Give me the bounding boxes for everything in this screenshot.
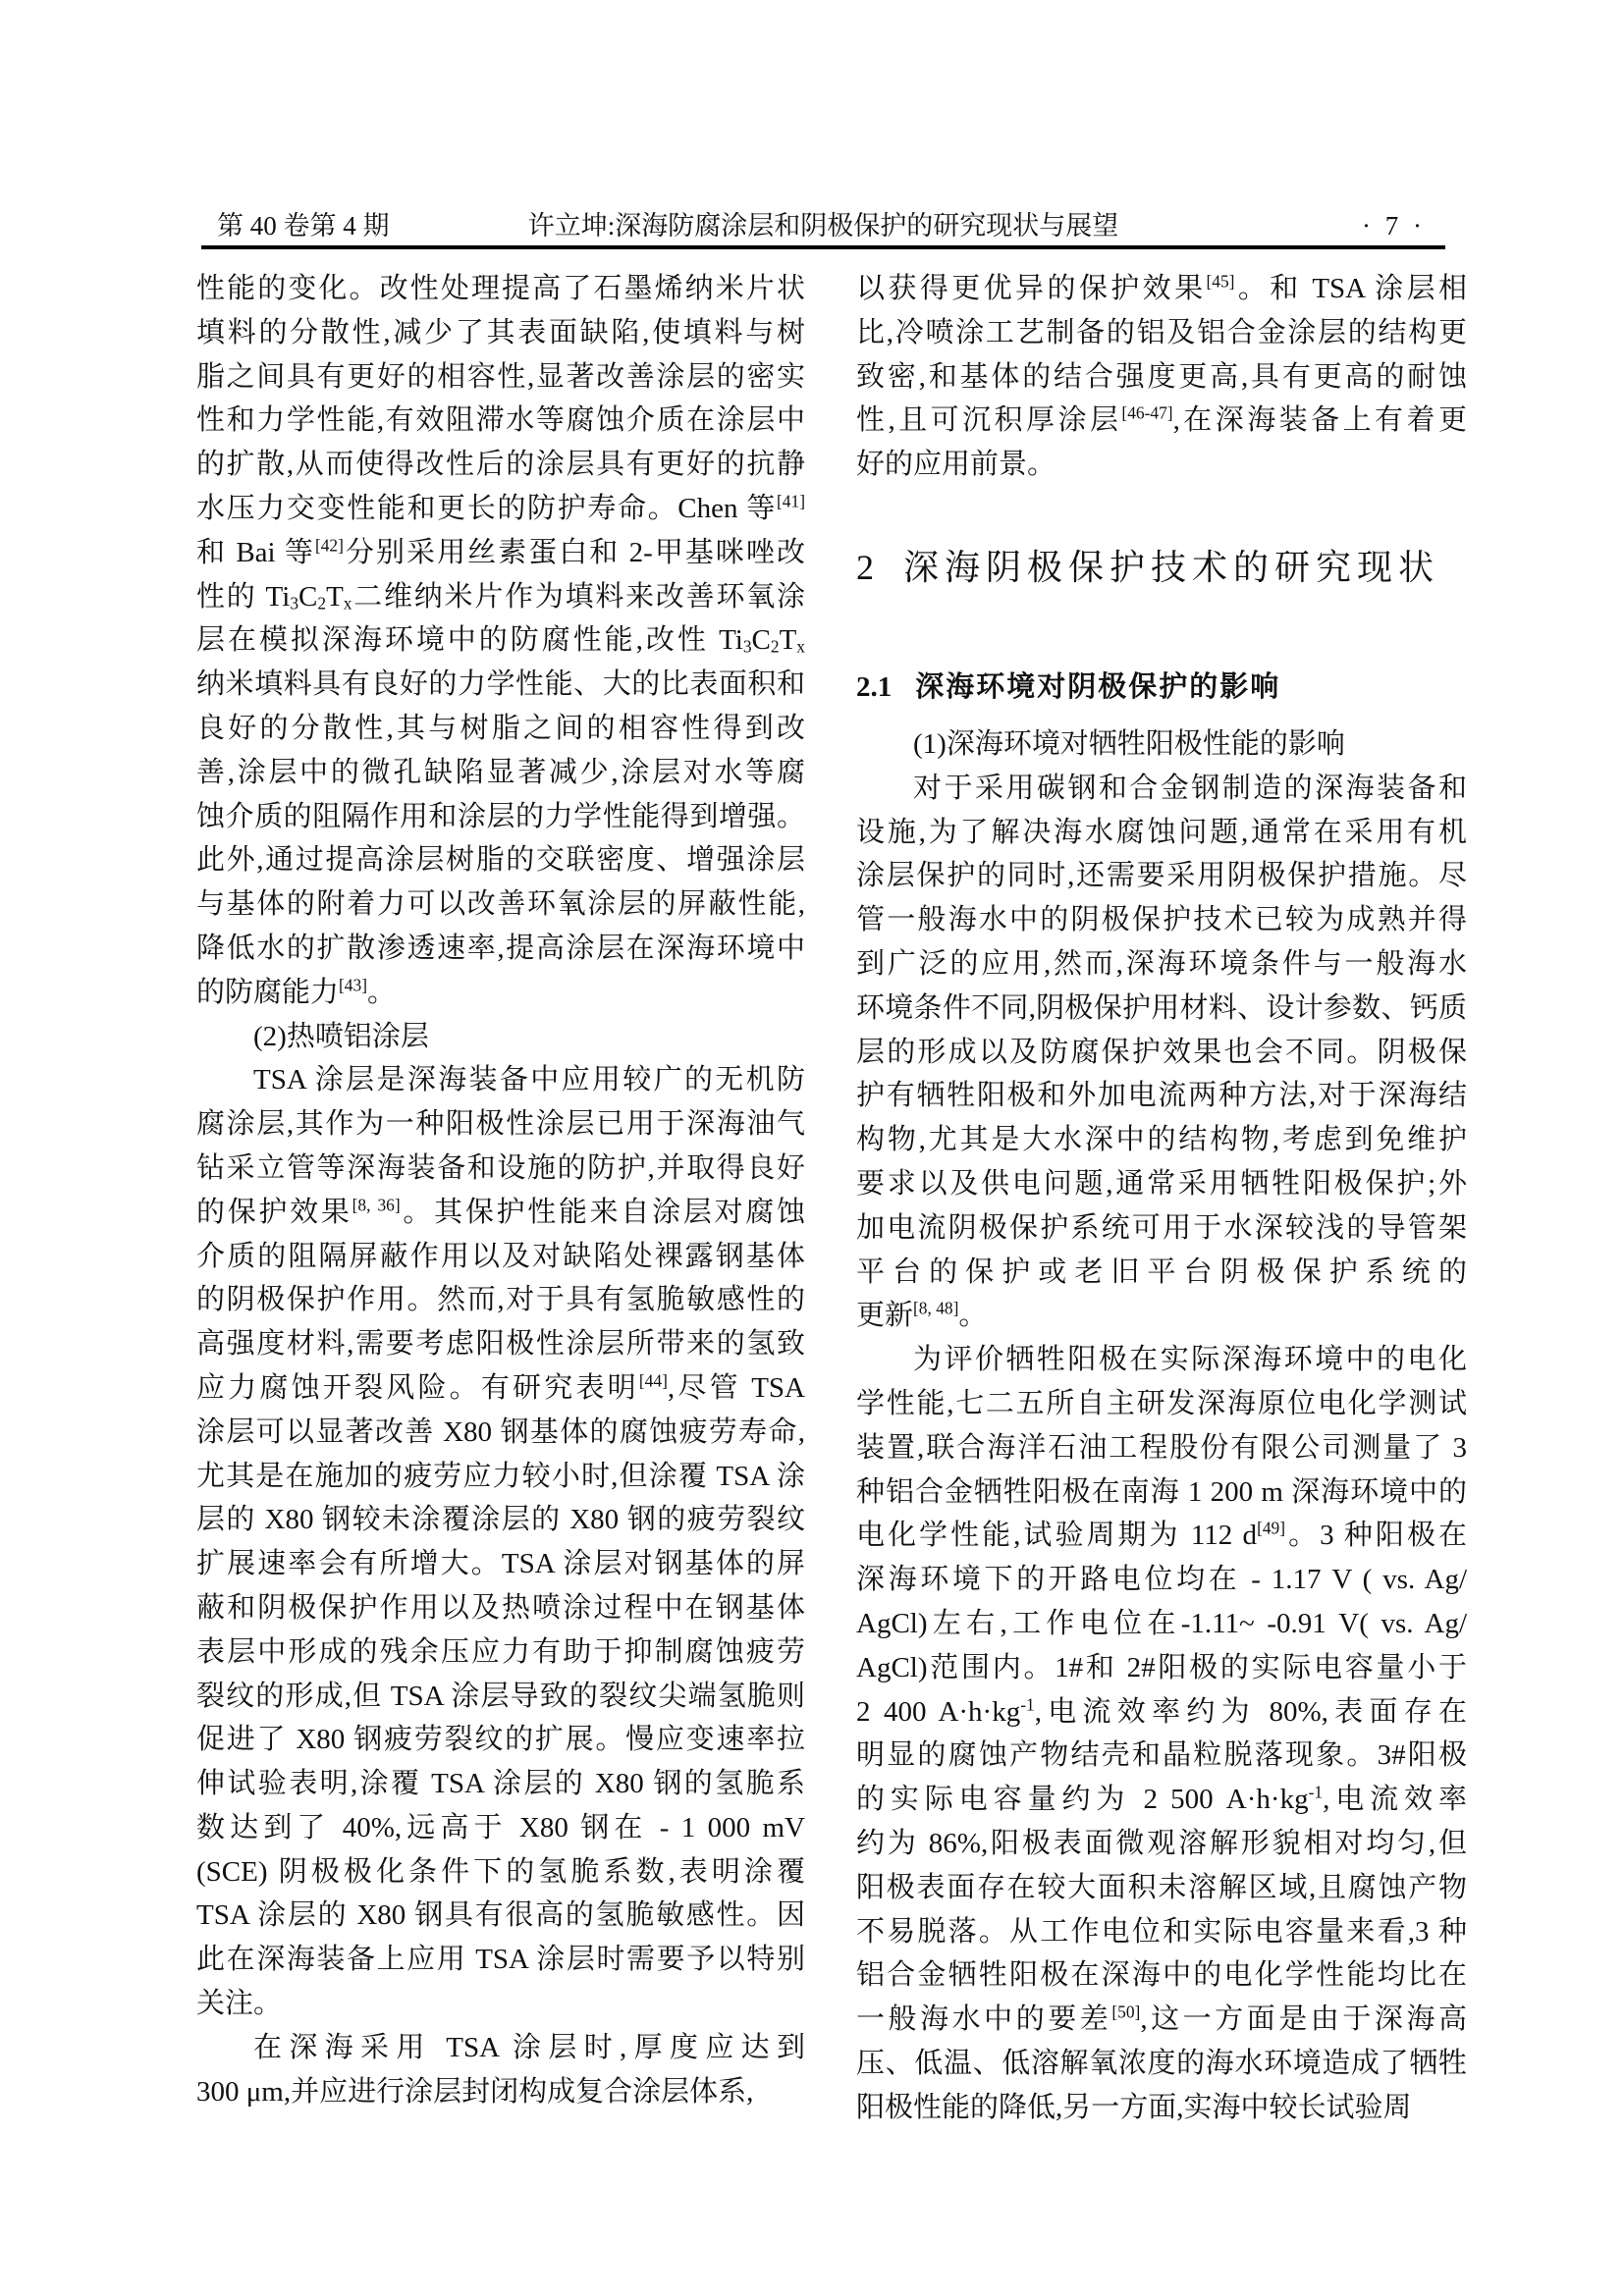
right-column bbox=[856, 267, 1467, 2129]
text-line: 良好的分散性,其与树脂之间的相容性得到改 bbox=[196, 712, 805, 744]
text-line: 数达到了 40%,远高于 X80 钢在 - 1 000 mV bbox=[196, 1811, 805, 1843]
text-line: 与基体的附着力可以改善环氧涂层的屏蔽性能, bbox=[196, 888, 805, 921]
section-heading bbox=[856, 542, 1467, 593]
text-line: 表层中形成的残余压应力有助于抑制腐蚀疲劳 bbox=[196, 1635, 805, 1668]
text-line: 此在深海装备上应用 TSA 涂层时需要予以特别 bbox=[196, 1944, 805, 1976]
text-line: 介质的阻隔屏蔽作用以及对缺陷处裸露钢基体 bbox=[196, 1240, 805, 1272]
section-number: 2 bbox=[856, 547, 874, 587]
text-line: 的阴极保护作用。然而,对于具有氢脆敏感性的 bbox=[196, 1284, 805, 1316]
text-line: 阳极性能的降低,另一方面,实海中较长试验周 bbox=[856, 2091, 1412, 2123]
text-line: 明显的腐蚀产物结壳和晶粒脱落现象。3#阳极 bbox=[856, 1739, 1467, 1772]
text-line: 层的形成以及防腐保护效果也会不同。阴极保 bbox=[856, 1036, 1467, 1068]
left-column-text bbox=[196, 267, 805, 2113]
text-line: 2 400 $A\cdot h\cdot kg^{-1}$,电流效率约为 80%,表面存在 bbox=[856, 1694, 1467, 1728]
subsection-title: 深海环境对阴极保护的影响 bbox=[915, 670, 1281, 703]
text-line: 一般海水中的要差[50],这一方面是由于深海高 bbox=[856, 2002, 1467, 2036]
text-line: 高强度材料,需要考虑阳极性涂层所带来的氢致 bbox=[196, 1328, 805, 1361]
subsection-heading bbox=[856, 666, 1467, 709]
text-line: 种铝合金牺牲阳极在南海 1 200 m 深海环境中的 bbox=[856, 1475, 1467, 1508]
text-line: 约为 86%,阳极表面微观溶解形貌相对均匀,但 bbox=[856, 1827, 1467, 1859]
text-line: 铝合金牺牲阳极在深海中的电化学性能均比在 bbox=[856, 1959, 1467, 1992]
text-line: 以获得更优异的保护效果[45]。和 TSA 涂层相 bbox=[856, 271, 1467, 304]
text-line: 到广泛的应用,然而,深海环境条件与一般海水 bbox=[856, 947, 1467, 980]
text-line: 比,冷喷涂工艺制备的铝及铝合金涂层的结构更 bbox=[856, 316, 1467, 348]
text-line: TSA 涂层是深海装备中应用较广的无机防 bbox=[253, 1064, 805, 1096]
text-line: 性能的变化。改性处理提高了石墨烯纳米片状 bbox=[196, 273, 805, 304]
right-column-intro bbox=[856, 267, 1467, 487]
text-line: 伸试验表明,涂覆 TSA 涂层的 X80 钢的氢脆系 bbox=[196, 1768, 805, 1800]
text-line: 装置,联合海洋石油工程股份有限公司测量了 3 bbox=[856, 1431, 1467, 1464]
text-line: 性和力学性能,有效阻滞水等腐蚀介质在涂层中 bbox=[196, 404, 805, 437]
text-line: 对于采用碳钢和合金钢制造的深海装备和 bbox=[913, 772, 1467, 804]
text-line: 学性能,七二五所自主研发深海原位电化学测试 bbox=[856, 1387, 1467, 1419]
text-line: 管一般海水中的阴极保护技术已较为成熟并得 bbox=[856, 904, 1467, 936]
text-line: 和 Bai 等[42]分别采用丝素蛋白和 2-甲基咪唑改 bbox=[196, 535, 805, 568]
text-line: 设施,为了解决海水腐蚀问题,通常在采用有机 bbox=[856, 816, 1467, 848]
text-line: 尤其是在施加的疲劳应力较小时,但涂覆 TSA 涂 bbox=[196, 1460, 805, 1492]
text-line: 平台的保护或老旧平台阴极保护系统的 bbox=[856, 1255, 1467, 1288]
text-line: 涂层保护的同时,还需要采用阴极保护措施。尽 bbox=[856, 860, 1467, 892]
text-line: 填料的分散性,减少了其表面缺陷,使填料与树 bbox=[196, 316, 805, 348]
text-line: 层在模拟深海环境中的防腐性能,改性 $Ti_3C_2T_x$ bbox=[196, 624, 805, 657]
text-line: (SCE) 阴极极化条件下的氢脆系数,表明涂覆 bbox=[196, 1855, 805, 1888]
text-line: 为评价牺牲阳极在实际深海环境中的电化 bbox=[913, 1344, 1467, 1376]
text-line: 性的 $Ti_3C_2T_x$二维纳米片作为填料来改善环氧涂 bbox=[196, 580, 805, 614]
text-line: 阳极表面存在较大面积未溶解区域,且腐蚀产物 bbox=[856, 1871, 1467, 1903]
text-line: 好的应用前景。 bbox=[856, 449, 1056, 481]
text-line: 性,且可沉积厚涂层[46-47],在深海装备上有着更 bbox=[856, 402, 1467, 437]
text-line: 压、低温、低溶解氧浓度的海水环境造成了牺牲 bbox=[856, 2047, 1467, 2079]
text-line: 致密,和基体的结合强度更高,具有更高的耐蚀 bbox=[856, 360, 1467, 393]
section-title: 深海阴极保护技术的研究现状 bbox=[903, 547, 1440, 587]
text-line: (1)深海环境对牺牲阳极性能的影响 bbox=[913, 727, 1345, 760]
text-line: 钻采立管等深海装备和设施的防护,并取得良好 bbox=[196, 1151, 805, 1184]
header-rule bbox=[201, 245, 1445, 249]
text-line: 降低水的扩散渗透速率,提高涂层在深海环境中 bbox=[196, 932, 805, 964]
text-line: AgCl)范围内。1#和 2#阳极的实际电容量小于 bbox=[856, 1651, 1467, 1683]
text-line: 在深海采用 TSA 涂层时,厚度应达到 bbox=[253, 2031, 805, 2063]
text-line: 不易脱落。从工作电位和实际电容量来看,3 种 bbox=[856, 1915, 1467, 1948]
text-line: 蚀介质的阻隔作用和涂层的力学性能得到增强。 bbox=[196, 800, 805, 832]
text-line: 应力腐蚀开裂风险。有研究表明[44],尽管 TSA bbox=[196, 1370, 805, 1404]
text-line: 扩展速率会有所增大。TSA 涂层对钢基体的屏 bbox=[196, 1548, 805, 1580]
text-line: 要求以及供电问题,通常采用牺牲阳极保护;外 bbox=[856, 1167, 1467, 1200]
text-line: 构物,尤其是大水深中的结构物,考虑到免维护 bbox=[856, 1124, 1467, 1156]
left-column bbox=[196, 267, 805, 2113]
right-column-body bbox=[856, 722, 1467, 2130]
subsection-number: 2.1 bbox=[856, 670, 893, 703]
text-line: 此外,通过提高涂层树脂的交联密度、增强涂层 bbox=[196, 844, 805, 877]
text-line: 蔽和阴极保护作用以及热喷涂过程中在钢基体 bbox=[196, 1591, 805, 1624]
text-line: 涂层可以显著改善 X80 钢基体的腐蚀疲劳寿命, bbox=[196, 1415, 805, 1448]
running-title: 许立坤:深海防腐涂层和阴极保护的研究现状与展望 bbox=[527, 211, 1119, 240]
page-header bbox=[201, 208, 1445, 243]
text-line: 裂纹的形成,但 TSA 涂层导致的裂纹尖端氢脆则 bbox=[196, 1680, 805, 1712]
text-line: (2)热喷铝涂层 bbox=[253, 1020, 429, 1052]
text-line: 更新[8, 48]。 bbox=[856, 1298, 988, 1332]
text-line: 电化学性能,试验周期为 112 d[49]。3 种阳极在 bbox=[856, 1518, 1467, 1552]
text-line: 关注。 bbox=[196, 1988, 283, 2020]
text-line: 脂之间具有更好的相容性,显著改善涂层的密实 bbox=[196, 360, 805, 393]
text-line: 的实际电容量约为 2 500 $A\cdot h\cdot kg^{-1}$,电流效率 bbox=[856, 1782, 1467, 1816]
text-line: 的防腐能力[43]。 bbox=[196, 975, 397, 1008]
text-line: 深海环境下的开路电位均在 - 1.17 V ( vs. Ag/ bbox=[856, 1564, 1467, 1596]
text-line: TSA 涂层的 X80 钢具有很高的氢脆敏感性。因 bbox=[196, 1899, 805, 1932]
text-line: AgCl)左右,工作电位在-1.11~ -0.91 V( vs. Ag/ bbox=[856, 1607, 1467, 1639]
text-line: 加电流阴极保护系统可用于水深较浅的导管架 bbox=[856, 1211, 1467, 1244]
text-line: 的扩散,从而使得改性后的涂层具有更好的抗静 bbox=[196, 449, 805, 481]
page-number: · 7 · bbox=[1362, 211, 1426, 240]
text-line: 善,涂层中的微孔缺陷显著减少,涂层对水等腐 bbox=[196, 756, 805, 788]
text-line: 促进了 X80 钢疲劳裂纹的扩展。慢应变速率拉 bbox=[196, 1724, 805, 1756]
text-line: 环境条件不同,阴极保护用材料、设计参数、钙质 bbox=[856, 991, 1467, 1024]
text-line: 的保护效果[8, 36]。其保护性能来自涂层对腐蚀 bbox=[196, 1195, 805, 1228]
text-line: 层的 X80 钢较未涂覆涂层的 X80 钢的疲劳裂纹 bbox=[196, 1504, 805, 1536]
volume-issue: 第 40 卷第 4 期 bbox=[217, 211, 390, 240]
text-line: 水压力交变性能和更长的防护寿命。Chen 等[41] bbox=[196, 491, 805, 524]
text-line: 纳米填料具有良好的力学性能、大的比表面积和 bbox=[196, 668, 805, 701]
text-line: 腐涂层,其作为一种阳极性涂层已用于深海油气 bbox=[196, 1108, 805, 1141]
text-line: 护有牺牲阳极和外加电流两种方法,对于深海结 bbox=[856, 1080, 1467, 1112]
text-line: 300 μm,并应进行涂层封闭构成复合涂层体系, bbox=[196, 2075, 754, 2108]
